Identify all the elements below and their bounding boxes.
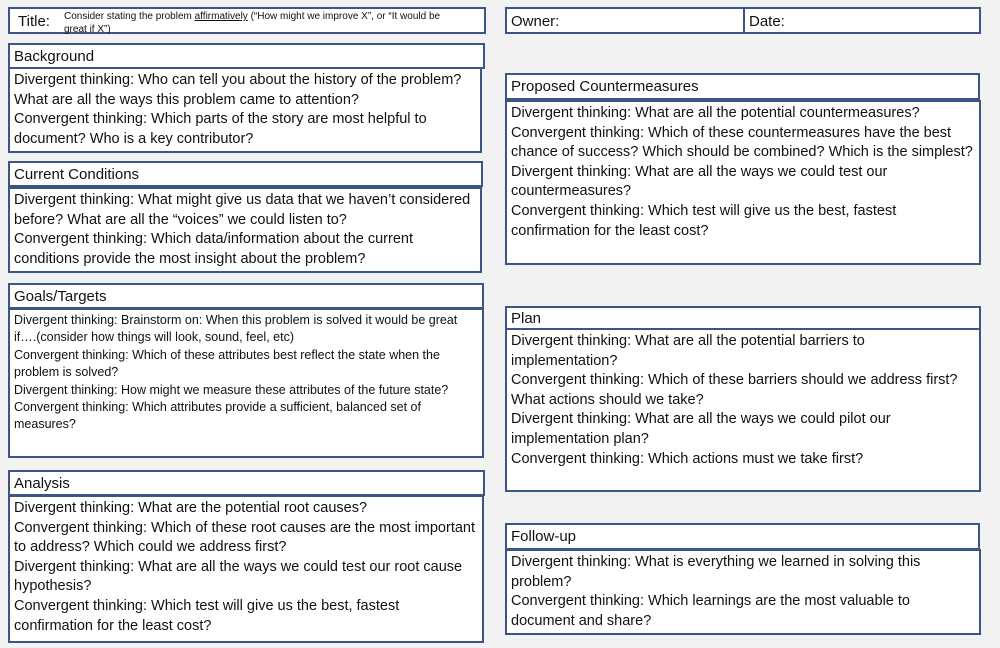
analysis-convergent-1: Convergent thinking: Which of these root causes are the most important to address? Which could we address first? [14,519,476,556]
goals-section [8,308,484,458]
goals-divergent-1: Divergent thinking: Brainstorm on: When this problem is solved it would be great if….(consider how things will look, sound, feel, etc) [14,313,458,345]
title-hint: Consider stating the problem affirmatively (“How might we improve X”, or “It would be great if X”) [64,11,441,35]
goals-divergent-2: Divergent thinking: How might we measure these attributes of the future state? [14,382,449,397]
owner-label: Owner: [511,13,560,30]
analysis-divergent-2: Divergent thinking: What are all the ways we could test our root cause hypothesis? [14,558,463,595]
plan-section [505,328,981,492]
title-box [8,7,486,34]
plan-heading: Plan [505,306,981,330]
followup-convergent: Convergent thinking: Which learnings are the most valuable to document and share? [511,593,910,629]
countermeasures-convergent-1: Convergent thinking: Which of these countermeasures have the best chance of success? Which should be combined? Which is the simplest? [511,124,973,161]
followup-heading: Follow-up [505,523,980,550]
background-heading: Background [8,43,485,69]
followup-section [505,549,981,635]
background-section [8,67,482,153]
goals-convergent-2: Convergent thinking: Which attributes provide a sufficient, balanced set of measures? [14,400,421,432]
owner-field[interactable] [505,7,745,34]
plan-divergent-2: Divergent thinking: What are all the ways we could pilot our implementation plan? [511,411,891,447]
plan-divergent-1: Divergent thinking: What are all the potential barriers to implementation? [511,333,865,369]
countermeasures-convergent-2: Convergent thinking: Which test will give us the best, fastest confirmation for the least cost? [511,202,897,239]
analysis-divergent-1: Divergent thinking: What are the potential root causes? [14,500,368,516]
current-convergent: Convergent thinking: Which data/information about the current conditions provide the most insight about the problem? [14,231,413,267]
date-label: Date: [749,13,785,30]
title-label: Title: [18,13,50,30]
background-divergent: Divergent thinking: Who can tell you about the history of the problem? What are all the ways this problem came to attention? [14,72,462,108]
current-conditions-heading: Current Conditions [8,161,483,187]
background-convergent: Convergent thinking: Which parts of the story are most helpful to document? Who is a key contributor? [14,111,427,147]
countermeasures-divergent-2: Divergent thinking: What are all the ways we could test our countermeasures? [511,163,888,200]
plan-convergent-1: Convergent thinking: Which of these barriers should we address first? What actions should we take? [511,372,958,408]
analysis-convergent-2: Convergent thinking: Which test will give us the best, fastest confirmation for the least cost? [14,597,400,634]
analysis-heading: Analysis [8,470,485,496]
current-divergent: Divergent thinking: What might give us data that we haven’t considered before? What are all the “voices” we could listen to? [14,192,471,228]
countermeasures-divergent-1: Divergent thinking: What are all the potential countermeasures? [511,105,920,121]
goals-convergent-1: Convergent thinking: Which of these attributes best reflect the state when the problem is solved? [14,347,440,380]
date-field[interactable] [743,7,981,34]
plan-convergent-2: Convergent thinking: Which actions must we take first? [511,450,864,467]
current-conditions-section [8,187,482,273]
countermeasures-heading: Proposed Countermeasures [505,73,980,100]
goals-heading: Goals/Targets [8,283,484,309]
followup-divergent: Divergent thinking: What is everything we learned in solving this problem? [511,554,921,590]
countermeasures-section [505,100,981,265]
analysis-section [8,495,484,643]
